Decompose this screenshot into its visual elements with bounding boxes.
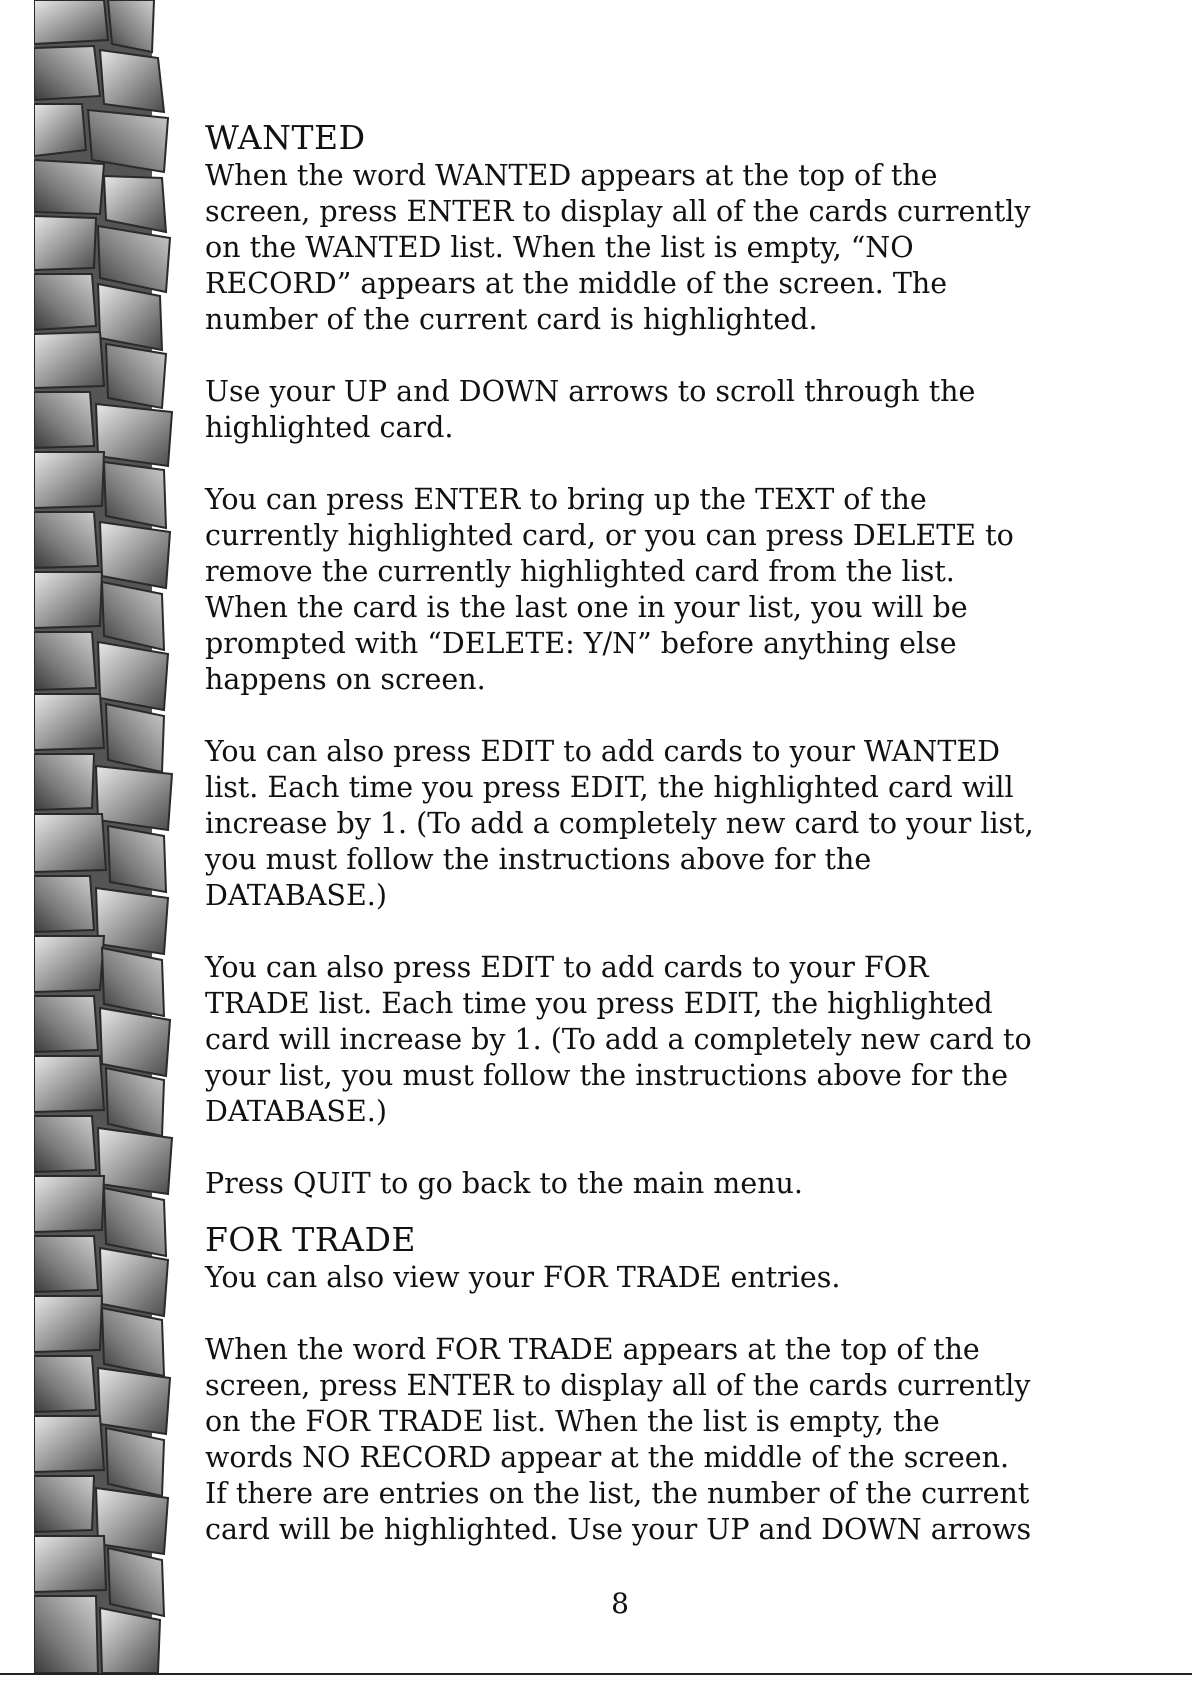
wanted-paragraph-5: You can also press EDIT to add cards to your FOR TRADE list. Each time you press EDIT, the highlighted card will increase by 1. (To add a completely new card to your list, you must follow the instructions above for the DATABASE.) [205,951,1032,1128]
page-number: 8 [611,1587,629,1620]
section-title-wanted: WANTED [205,118,366,157]
for-trade-paragraph-2: When the word FOR TRADE appears at the top of the screen, press ENTER to display all of the cards currently on the FOR TRADE list. When the list is empty, the words NO RECORD appear at the middle of the screen. If there are entries on the list, the number of the current card will be highlighted. Use your UP and DOWN arrows [205,1333,1032,1546]
section-title-for-trade: FOR TRADE [205,1220,417,1259]
wanted-paragraph-6: Press QUIT to go back to the main menu. [205,1167,803,1200]
wanted-paragraph-3: You can press ENTER to bring up the TEXT of the currently highlighted card, or you can press DELETE to remove the currently highlighted card from the list. When the card is the last one in your list, you will be prompted with “DELETE: Y/N” before anything else happens on screen. [205,483,1014,696]
wanted-paragraph-4: You can also press EDIT to add cards to your WANTED list. Each time you press EDIT, the highlighted card will increase by 1. (To add a completely new card to your list, you must follow the instructions above for the DATABASE.) [205,735,1034,912]
manual-page-content [205,118,1105,1548]
left-margin [0,0,34,1685]
wanted-paragraph-2: Use your UP and DOWN arrows to scroll through the highlighted card. [205,375,976,444]
stone-wall-border [34,0,184,1673]
wanted-paragraph-1: When the word WANTED appears at the top of the screen, press ENTER to display all of the cards currently on the WANTED list. When the list is empty, “NO RECORD” appears at the middle of the screen. The number of the current card is highlighted. [205,159,1031,336]
for-trade-paragraph-1: You can also view your FOR TRADE entries. [205,1261,841,1294]
